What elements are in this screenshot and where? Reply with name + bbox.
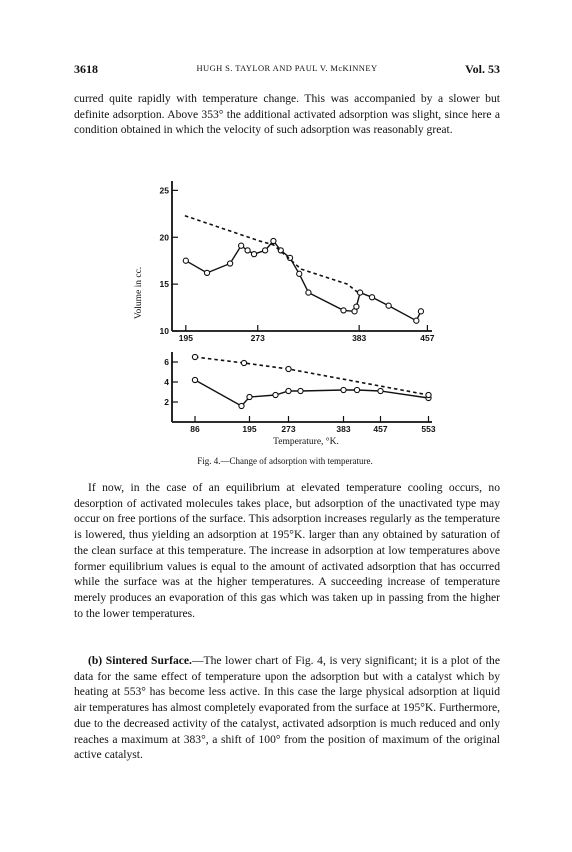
lower-series-2-point [426,392,431,397]
upper-series-1-point [227,261,232,266]
lower-y-tick-label: 6 [164,357,169,367]
upper-series-1-point [263,248,268,253]
lower-series-1-point [378,388,383,393]
lower-y-tick-label: 4 [164,377,169,387]
upper-series-1-point [271,238,276,243]
upper-series-1-point [245,248,250,253]
upper-series-1-point [386,303,391,308]
upper-x-tick-label: 195 [178,333,193,343]
lower-x-tick-label: 457 [373,424,388,434]
paragraph-sintered-surface [74,653,500,763]
lower-series-1-point [273,392,278,397]
upper-chart [160,181,435,343]
upper-x-tick-label: 457 [420,333,435,343]
upper-series-2-line [185,216,359,294]
upper-series-1-point [251,252,256,257]
upper-y-tick-label: 10 [159,326,169,336]
lower-series-1-point [247,394,252,399]
page-number: 3618 [74,62,98,76]
lower-x-tick-label: 553 [421,424,436,434]
upper-y-tick-label: 25 [159,185,169,196]
upper-series-1-point [369,295,374,300]
lower-series-2-point [192,354,197,359]
lower-x-tick-label: 383 [336,424,351,434]
lower-series-1-point [298,388,303,393]
lower-series-1-point [354,387,359,392]
y-axis-label: Volume in cc. [134,266,144,320]
lower-series-1-point [286,388,291,393]
upper-series-1-point [341,308,346,313]
upper-series-1-point [418,309,423,314]
lower-chart [164,352,436,434]
upper-series-1-line [186,241,421,321]
lower-series-2-line [195,357,429,395]
lower-y-tick-label: 2 [164,397,169,407]
running-authors: HUGH S. TAYLOR AND PAUL V. McKINNEY [196,63,378,73]
upper-series-1-point [204,270,209,275]
upper-x-tick-label: 273 [250,333,265,343]
lower-series-1-point [239,403,244,408]
section-body: —The lower chart of Fig. 4, is very significant; it is a plot of the data for the same effect of temperature upon the adsorption but with a catalyst which by heating at 553° has become less active. In this case the large physical adsorption at liquid air temperatures has almost completely evaporated from the surface at 195°K. Furthermore, due to the decreased activity of the catalyst, activated adsorption is much reduced and only reaches a maximum at 383°, a shift of 100° from the position of maximum of the original active catalyst. [74,654,500,762]
upper-x-tick-label: 383 [352,333,367,343]
lower-series-1-point [341,387,346,392]
lower-series-2-point [286,366,291,371]
lower-series-1-point [192,377,197,382]
figure-caption: Fig. 4.—Change of adsorption with temperature. [197,456,373,466]
upper-series-1-point [357,290,362,295]
lower-series-2-point [241,360,246,365]
upper-series-1-point [354,304,359,309]
upper-series-1-point [297,271,302,276]
upper-series-1-point [414,318,419,323]
lower-series-1-line [195,380,429,406]
volume-number: Vol. 53 [465,62,500,76]
paragraph-continued: curred quite rapidly with temperature change. This was accompanied by a slower but definite adsorption. Above 353° the additional activated adsorption was slight, since here a condition obtained in which the velocity of such adsorption was reasonably great. [74,92,500,137]
lower-x-tick-label: 195 [242,424,257,434]
lower-x-tick-label: 86 [190,424,200,434]
section-heading: Sintered Surface. [105,654,192,667]
upper-series-1-point [239,243,244,248]
section-label: (b) [88,654,103,667]
running-header [74,62,500,78]
upper-y-tick-label: 15 [159,279,169,290]
lower-x-tick-label: 273 [281,424,296,434]
upper-series-1-point [306,290,311,295]
upper-series-1-point [183,258,188,263]
paragraph-equilibrium: If now, in the case of an equilibrium at elevated temperature cooling occurs, no desorption of activated molecules takes place, but adsorption of the unactivated type may occur on free portions of the surface. This adsorption increases regularly as the temperature is lowered, thus yielding an adsorption at 195°K. larger than any obtained by saturation of the clean surface at this temperature. The increase in adsorption at low temperatures above former equilibrium values is equal to the amount of activated adsorption that has occurred while the surface was at the higher temperatures. A succeeding increase of temperature merely produces an evaporation of this gas which was taken up in passing from the higher to the lower temperatures. [74,481,500,620]
adsorption-charts [120,176,450,468]
figure-4 [120,176,450,468]
upper-y-tick-label: 20 [159,232,169,243]
x-axis-label: Temperature, °K. [273,437,339,447]
